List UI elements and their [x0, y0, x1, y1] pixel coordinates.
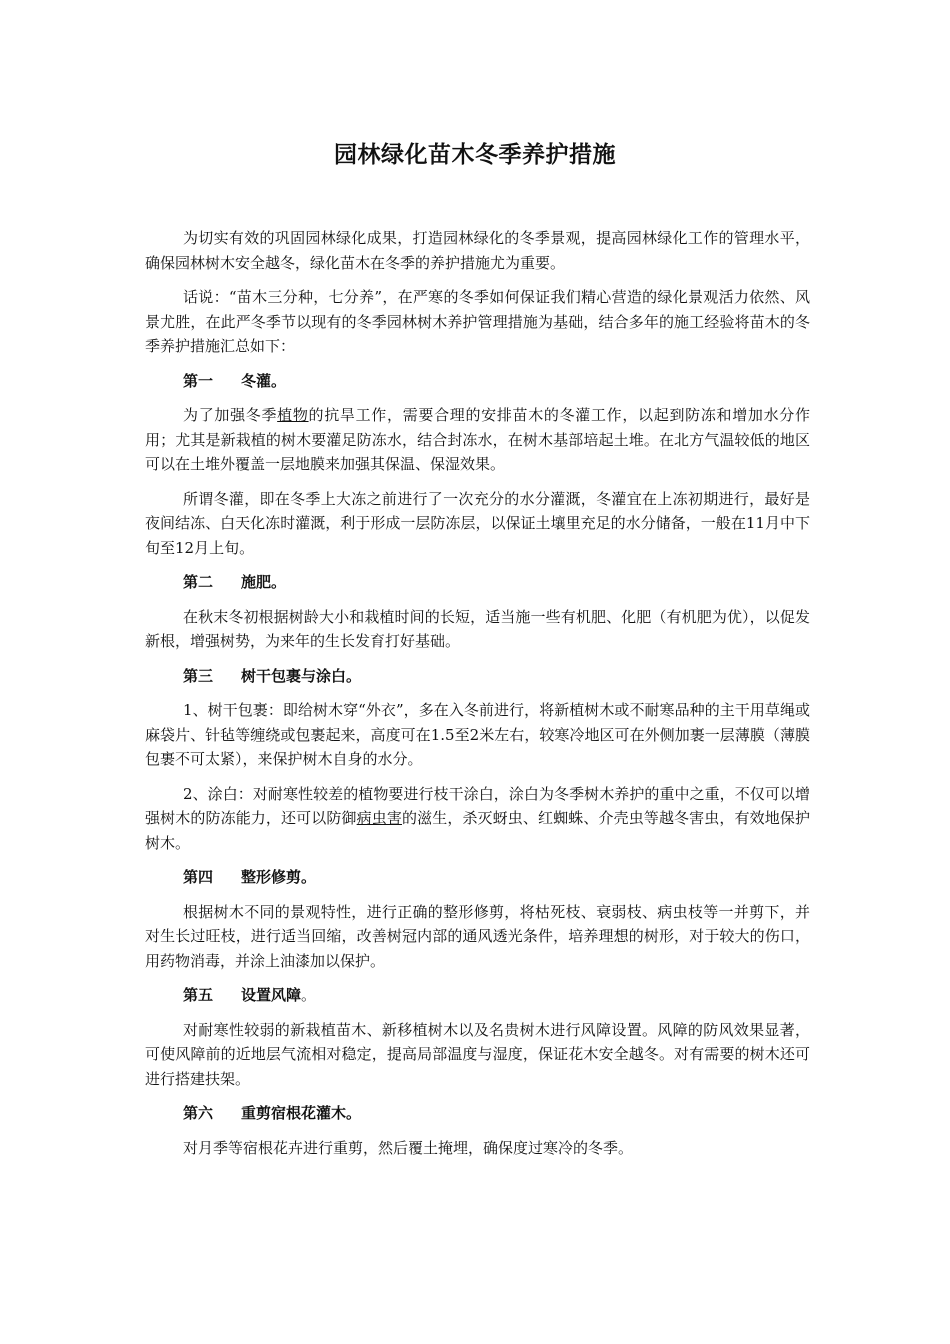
section-5-paragraph-1: 对耐寒性较弱的新栽植苗木、新移植树木以及名贵树木进行风障设置。风障的防风效果显著，可使风障前的近地层气流相对稳定，提高局部温度与湿度，保证花木安全越冬。对有需要的树木还可进行搭建扶架。: [145, 1020, 810, 1088]
intro-paragraph-2: 话说：“苗木三分种，七分养”，在严寒的冬季如何保证我们精心营造的绿化景观活力依然、风景尤胜，在此严冬季节以现有的冬季园林树木养护管理措施为基础，结合多年的施工经验将苗木的冬季养护措施汇总如下：: [145, 288, 810, 355]
section-6-paragraph-1: 对月季等宿根花卉进行重剪，然后覆土掩埋，确保度过寒冷的冬季。: [183, 1138, 634, 1157]
section-number: 第二: [183, 573, 214, 591]
section-title: 冬灌。: [241, 371, 287, 390]
text-run: 2、涂白：对耐寒性较差的植物要进行枝干涂白，涂白为冬季树木养护的重中之重，不仅可以增强树木的防冻能力，还可以防御: [145, 784, 810, 827]
section-number: 第五: [183, 986, 214, 1004]
section-4-paragraph-1: 根据树木不同的景观特性，进行正确的整形修剪，将枯死枝、衰弱枝、病虫枝等一并剪下，并对生长过旺枝，进行适当回缩，改善树冠内部的通风透光条件，培养理想的树形，对于较大的伤口，用药物消毒，并涂上油漆加以保护。: [145, 902, 810, 970]
section-title: 重剪宿根花灌木。: [241, 1104, 362, 1122]
section-title: 树干包裹与涂白。: [241, 666, 362, 685]
section-heading-2: [145, 570, 810, 595]
section-1-paragraph-2: 所谓冬灌，即在冬季上大冻之前进行了一次充分的水分灌溉，冬灌宜在上冻初期进行，最好是夜间结冻、白天化冻时灌溉，利于形成一层防冻层，以保证土壤里充足的水分储备，一般在11月中下旬至12月上旬。: [145, 489, 810, 557]
section-number: 第一: [183, 371, 214, 390]
section-2-paragraph-1: 在秋末冬初根据树龄大小和栽植时间的长短，适当施一些有机肥、化肥（有机肥为优），以促发新根，增强树势，为来年的生长发育打好基础。: [145, 607, 810, 650]
section-title: 施肥。: [241, 573, 287, 591]
pest-link[interactable]: 病虫害: [356, 809, 402, 827]
section-number: 第三: [183, 666, 214, 685]
section-heading-6: [145, 1101, 810, 1126]
section-heading-3: [145, 664, 810, 689]
section-3-paragraph-2: [145, 782, 810, 856]
section-title: 整形修剪。: [241, 868, 317, 886]
section-heading-4: [145, 865, 810, 890]
section-heading-1: [145, 369, 810, 394]
text-run: 为了加强冬季: [183, 406, 278, 424]
section-heading-5: [145, 983, 810, 1008]
text-run: 的滋生，杀灭蚜虫、红蜘蛛、介壳虫等越冬害虫，有效地保护树木。: [145, 809, 810, 852]
section-title-tail: 。: [301, 986, 317, 1004]
plant-link[interactable]: 植物: [277, 406, 309, 424]
section-title: 设置风障: [241, 986, 302, 1004]
document-body: [145, 226, 810, 1170]
section-3-paragraph-1: 1、树干包裹：即给树木穿“外衣”，多在入冬前进行，将新植树木或不耐寒品种的主干用草绳或麻袋片、针毡等缠绕或包裹起来，高度可在1.5至2米左右，较寒冷地区可在外侧加裹一层薄膜（薄膜包裹不可太紧），来保护树木自身的水分。: [145, 701, 810, 768]
section-number: 第六: [183, 1104, 214, 1122]
section-number: 第四: [183, 868, 214, 886]
section-1-paragraph-1: [145, 403, 810, 477]
document-title: 园林绿化苗木冬季养护措施: [334, 142, 616, 168]
intro-paragraph-1: 为切实有效的巩固园林绿化成果，打造园林绿化的冬季景观，提高园林绿化工作的管理水平，确保园林树木安全越冬，绿化苗木在冬季的养护措施尤为重要。: [145, 229, 810, 272]
text-run: 的抗旱工作，需要合理的安排苗木的冬灌工作，以起到防冻和增加水分作用；尤其是新栽植的树木要灌足防冻水，结合封冻水，在树木基部培起土堆。在北方气温较低的地区可以在土堆外覆盖一层地膜来加强其保温、保湿效果。: [145, 406, 810, 473]
